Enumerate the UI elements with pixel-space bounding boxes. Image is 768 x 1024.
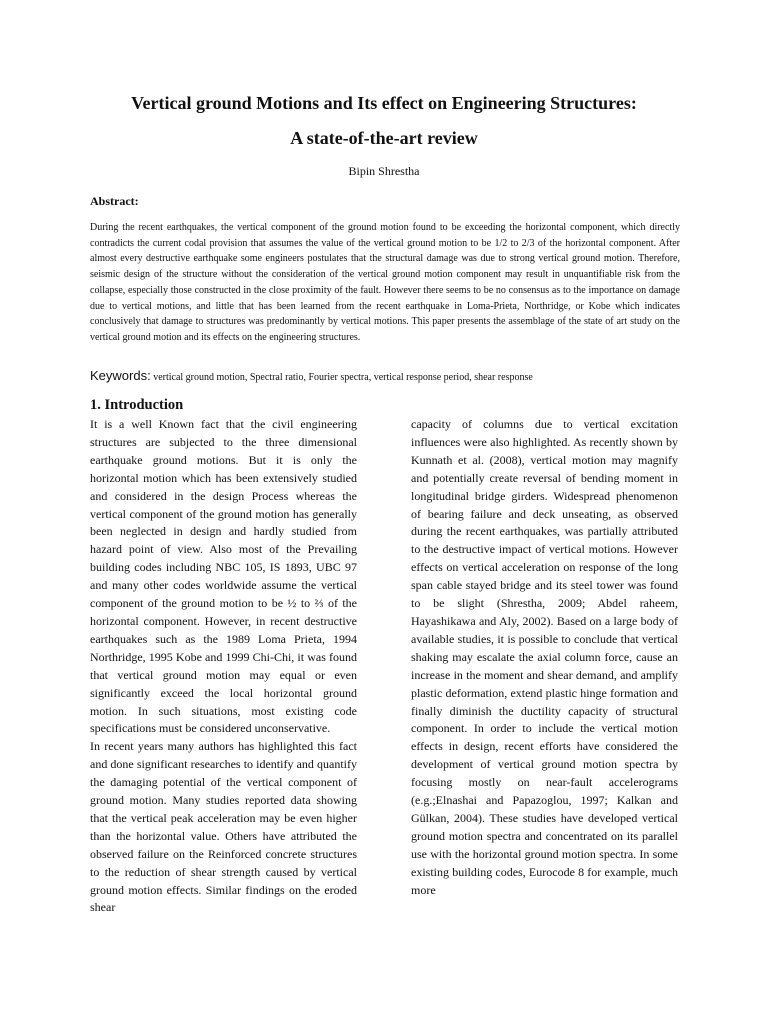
intro-paragraph-2: In recent years many authors has highlighted this fact and done significant researches to identify and quantify the damaging potential of the vertical component of ground motion. Many studies reported data showing that the vertical peak acceleration may be even higher than the horizontal value. Others have attributed the observed failure on the Reinforced concrete structures to the reduction of shear strength caused by vertical ground motion effects. Similar findings on the eroded shear [90, 739, 357, 915]
intro-paragraph-1: It is a well Known fact that the civil engineering structures are subjected to the three dimensional earthquake ground motions. But it is only the horizontal motion which has been extensively studied and considered in the design Process whereas the vertical component of the ground motion has generally been neglected in design and hardly studied from hazard point of view. Also most of the Prevailing building codes including NBC 105, IS 1893, UBC 97 and many other codes worldwide assume the vertical component of the ground motion to be ½ to ⅔ of the horizontal component. However, in recent destructive earthquakes such as the 1989 Loma Prieta, 1994 Northridge, 1995 Kobe and 1999 Chi-Chi, it was found that vertical ground motion may equal or even significantly exceed the local horizontal ground motion. In such situations, most existing code specifications must be considered unconservative. [90, 417, 357, 736]
intro-paragraph-3: capacity of columns due to vertical excitation influences were also highlighted. As recently shown by Kunnath et al. (2008), vertical motion may magnify and potentially create reversal of bending moment in longitudinal bridge girders. Widespread phenomenon of bearing failure and deck unseating, as observed during the recent earthquakes, was partially attributed to the destructive impact of vertical motions. However effects on vertical acceleration on response of the long span cable stayed bridge and its steel tower was found to be slight (Shrestha, 2009; Abdel raheem, Hayashikawa and Aly, 2002). Based on a large body of available studies, it is possible to conclude that vertical shaking may escalate the axial column force, cause an increase in the moment and shear demand, and amplify plastic deformation, extend plastic hinge formation and finally diminish the ductility capacity of structural component. In order to include the vertical motion effects in design, recent efforts have considered the development of vertical ground motion spectra by focusing mostly on near-fault accelerograms (e.g.;Elnashai and Papazoglou, 1997; Kalkan and Gülkan, 2004). These studies have developed vertical ground motion spectra and concentrated on its parallel use with the horizontal ground motion spectra. In some existing building codes, Eurocode 8 for example, much more [411, 417, 678, 897]
keywords-text: vertical ground motion, Spectral ratio, Fourier spectra, vertical response period, shear response [153, 372, 533, 383]
left-column [90, 416, 357, 917]
section-heading-introduction: 1. Introduction [90, 397, 184, 413]
author-name: Bipin Shrestha [348, 164, 420, 178]
keywords-label: Keywords: [90, 368, 151, 383]
paper-subtitle: A state-of-the-art review [290, 128, 478, 148]
abstract-heading: Abstract: [90, 194, 139, 208]
abstract-body: During the recent earthquakes, the vertical component of the ground motion found to be exceeding the horizontal component, which directly contradicts the current codal provision that assumes the value of the vertical ground motion to be 1/2 to 2/3 of the horizontal component. After almost every destructive earthquake some engineers postulates that the structural damage was due to strong vertical ground motion. Therefore, seismic design of the structure without the consideration of the vertical ground motion component may result in unquantifiable risk from the collapse, especially those constructed in the close proximity of the fault. However there seems to be no consensus as to the importance on damage due to vertical motions, and little that has been learned from the recent earthquake in Loma-Prieta, Northridge, or Kobe which indicates conclusively that damage to structures was predominantly by vertical motions. This paper presents the assemblage of the state of art study on the vertical ground motion and its effects on the engineering structures. [90, 222, 680, 343]
right-column [411, 416, 678, 899]
paper-title: Vertical ground Motions and Its effect on Engineering Structures: [131, 93, 637, 113]
keywords-line [90, 368, 690, 385]
